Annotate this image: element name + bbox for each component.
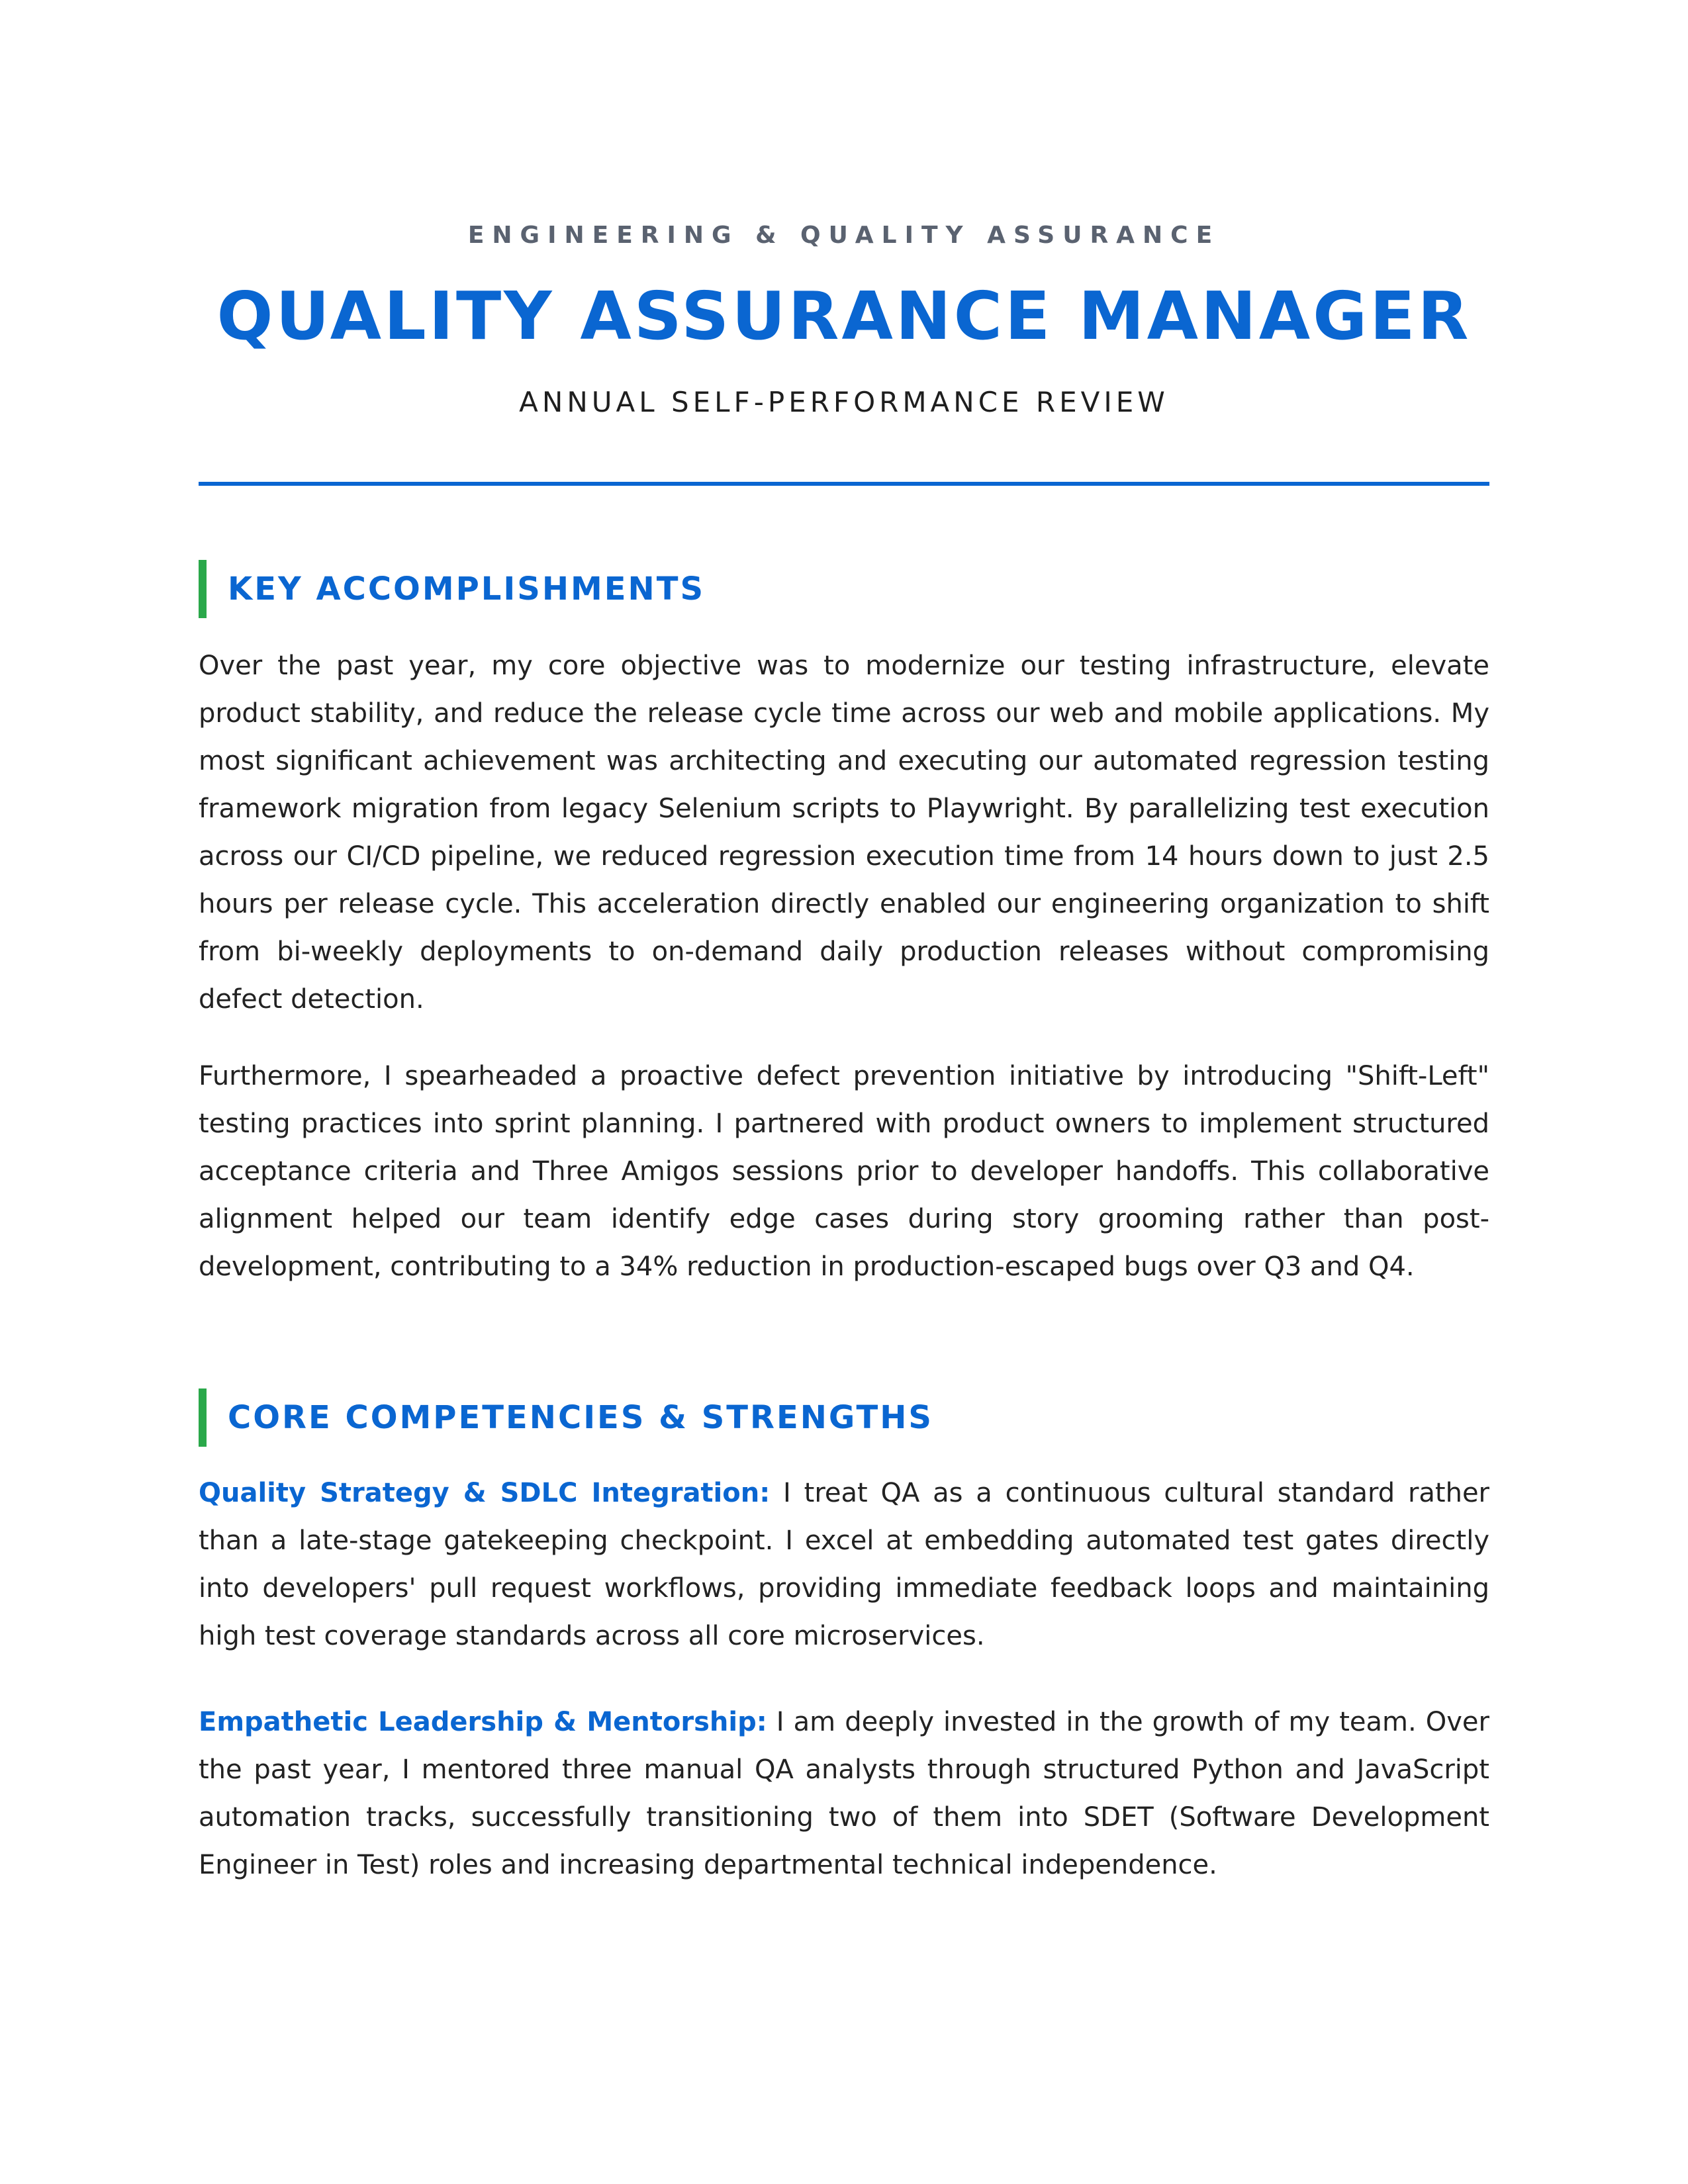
section-heading-label: KEY ACCOMPLISHMENTS [228,570,706,608]
competency-title: Quality Strategy & SDLC Integration: [199,1478,771,1508]
section-accent-bar [199,1388,207,1447]
section-heading-core-competencies [199,1388,1489,1447]
document-page [199,0,1489,2184]
competency-quality-strategy [199,1469,1489,1660]
department-label: ENGINEERING & QUALITY ASSURANCE [467,222,1221,249]
section-heading-label: CORE COMPETENCIES & STRENGTHS [228,1399,933,1436]
paragraph-text: I treat QA as a continuous cultural standard rather than a late-stage gatekeeping checkpoint. I excel at embedding automated test gates directly into developers' pull request workflows, providing immediate feedback loops and maintaining high test coverage standards across all core microservices. [199,1478,1489,1651]
competency-title: Empathetic Leadership & Mentorship: [199,1707,767,1737]
page-subtitle: ANNUAL SELF-PERFORMANCE REVIEW [519,386,1169,418]
competency-leadership [199,1698,1489,1889]
document-header [199,218,1489,422]
accomplishments-paragraph-1 [199,642,1489,1023]
accomplishments-paragraph-2 [199,1052,1489,1291]
section-heading-key-accomplishments [199,560,1489,618]
paragraph-text: Over the past year, my core objective was to modernize our testing infrastructure, elevate product stability, and reduce the release cycle time across our web and mobile applications. My most significant achievement was architecting and executing our automated regression testing framework migration from legacy Selenium scripts to Playwright. By parallelizing test execution across our CI/CD pipeline, we reduced regression execution time from 14 hours down to just 2.5 hours per release cycle. This acceleration directly enabled our engineering organization to shift from bi-weekly deployments to on-demand daily production releases without compromising defect detection. [199,651,1489,1015]
header-divider [199,482,1489,486]
paragraph-text: Furthermore, I spearheaded a proactive defect prevention initiative by introducing "Shift-Left" testing practices into sprint planning. I partnered with product owners to implement structured acceptance criteria and Three Amigos sessions prior to developer handoffs. This collaborative alignment helped our team identify edge cases during story grooming rather than post-development, contributing to a 34% reduction in production-escaped bugs over Q3 and Q4. [199,1061,1489,1282]
page-title: QUALITY ASSURANCE MANAGER [216,277,1472,355]
paragraph-text: I am deeply invested in the growth of my team. Over the past year, I mentored three manual QA analysts through structured Python and JavaScript automation tracks, successfully transitioning two of them into SDET (Software Development Engineer in Test) roles and increasing departmental technical independence. [199,1707,1489,1880]
section-accent-bar [199,560,207,618]
